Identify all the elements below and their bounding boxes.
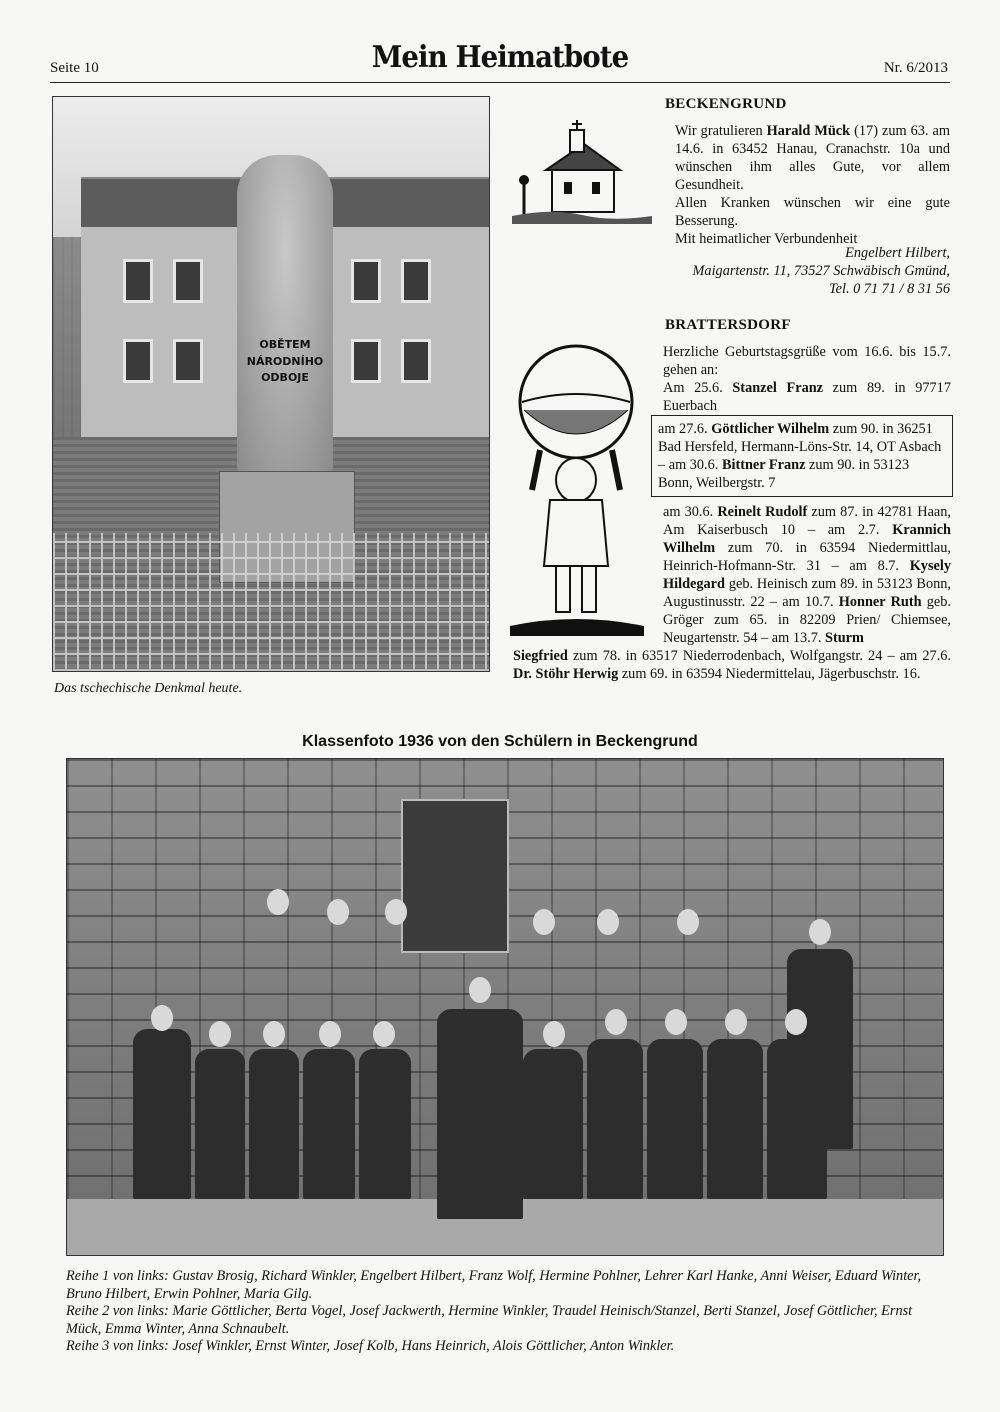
church-illustration bbox=[512, 120, 652, 230]
photo-face bbox=[543, 1021, 565, 1047]
beckengrund-heading: BECKENGRUND bbox=[665, 96, 787, 112]
monument-caption: Das tschechische Denkmal heute. bbox=[54, 681, 243, 696]
caption-row-1: Reihe 1 von links: Gustav Brosig, Richard Winkler, Engelbert Hilbert, Franz Wolf, Hermine Pohlner, Lehrer Karl Hanke, Anni Weiser, Eduard Winter, Bruno Hilbert, Erwin Pohlner, Maria Gilg. bbox=[66, 1268, 922, 1302]
brattersdorf-birthdays-continued: Siegfried zum 78. in 63517 Niederrodenbach, Wolfgangstr. 24 – am 27.6. Dr. Stöhr Herwig zum 69. in 63594 Niedermittelau, Jägerbuschstr. 16. bbox=[513, 648, 951, 682]
photo-face bbox=[677, 909, 699, 935]
celebrant-name: Harald Mück bbox=[766, 123, 851, 139]
photo-face bbox=[263, 1021, 285, 1047]
photo-person bbox=[249, 1049, 299, 1199]
header-divider bbox=[50, 82, 950, 83]
photo-face bbox=[151, 1005, 173, 1031]
photo-person bbox=[787, 949, 853, 1149]
photo-face bbox=[725, 1009, 747, 1035]
photo-window bbox=[173, 259, 203, 303]
beckengrund-text: Wir gratulieren Harald Mück (17) zum 63. am 14.6. in 63452 Hanau, Cranachstr. 10a und wünschen ihm alles Gute, vor allem Gesundheit. Allen Kranken wünschen wir eine gute Besserung. Mit heimatlicher Verbundenheit bbox=[675, 123, 950, 247]
photo-window bbox=[351, 339, 381, 383]
photo-window bbox=[123, 259, 153, 303]
photo-face bbox=[327, 899, 349, 925]
photo-person bbox=[707, 1039, 763, 1199]
memorial-plaque bbox=[401, 799, 509, 953]
monument-photo bbox=[52, 96, 490, 672]
page-number: Seite 10 bbox=[50, 60, 99, 76]
beckengrund-signature: Engelbert Hilbert, Maigartenstr. 11, 73527 Schwäbisch Gmünd, Tel. 0 71 71 / 8 31 56 bbox=[692, 245, 950, 297]
photo-person bbox=[523, 1049, 583, 1199]
photo-face bbox=[319, 1021, 341, 1047]
caption-row-3: Reihe 3 von links: Josef Winkler, Ernst Winter, Josef Kolb, Hans Heinrich, Alois Göttlicher, Anton Winkler. bbox=[66, 1338, 675, 1354]
photo-person bbox=[647, 1039, 703, 1199]
photo-face bbox=[373, 1021, 395, 1047]
monument-stone bbox=[237, 155, 333, 473]
photo-window bbox=[401, 339, 431, 383]
photo-face bbox=[267, 889, 289, 915]
brattersdorf-birthdays: am 30.6. Reinelt Rudolf zum 87. in 42781 Haan, Am Kaiserbusch 10 – am 2.7. Krannich Wilhelm zum 70. in 63594 Niedermittlau, Heinrich-Hofmann-Str. 31 – am 8.7. Kysely Hildegard geb. Heinisch zum 89. in 53123 Bonn, Augustinusstr. 22 – am 10.7. Honner Ruth geb. Gröger zum 65. in 82209 Prien/ Chiemsee, Neugartenstr. 54 – am 13.7. Sturm bbox=[663, 504, 952, 646]
photo-face bbox=[533, 909, 555, 935]
photo-person bbox=[437, 1009, 523, 1219]
photo-window bbox=[123, 339, 153, 383]
photo-window bbox=[351, 259, 381, 303]
photo-face bbox=[809, 919, 831, 945]
photo-face bbox=[209, 1021, 231, 1047]
photo-face bbox=[597, 909, 619, 935]
photo-window bbox=[173, 339, 203, 383]
monument-inscription: OBĚTEM NÁRODNÍHO ODBOJE bbox=[246, 338, 324, 384]
atlas-illustration bbox=[510, 340, 644, 640]
photo-person bbox=[587, 1039, 643, 1199]
photo-face bbox=[605, 1009, 627, 1035]
photo-window bbox=[401, 259, 431, 303]
masthead-logo: Mein Heimatbote bbox=[371, 40, 629, 75]
highlighted-birthday-box: am 27.6. Göttlicher Wilhelm zum 90. in 36251 Bad Hersfeld, Hermann-Löns-Str. 14, OT Asbach – am 30.6. Bittner Franz zum 90. in 53123 Bonn, Weilbergstr. 7 bbox=[651, 415, 953, 497]
brattersdorf-heading: BRATTERSDORF bbox=[665, 317, 791, 333]
class-photo-title: Klassenfoto 1936 von den Schülern in Beckengrund bbox=[302, 733, 698, 750]
photo-fence bbox=[53, 533, 489, 671]
photo-face bbox=[469, 977, 491, 1003]
brattersdorf-intro: Herzliche Geburtstagsgrüße vom 16.6. bis 15.7. gehen an: Am 25.6. Stanzel Franz zum 89. in 97717 Euerbach bbox=[663, 344, 951, 414]
photo-face bbox=[385, 899, 407, 925]
photo-face bbox=[665, 1009, 687, 1035]
caption-row-2: Reihe 2 von links: Marie Göttlicher, Berta Vogel, Josef Jackwerth, Hermine Winkler, Traudel Heinisch/Stanzel, Berti Stanzel, Josef Göttlicher, Ernst Mück, Emma Winter, Anna Schnaubelt. bbox=[66, 1303, 913, 1337]
issue-number: Nr. 6/2013 bbox=[883, 60, 948, 76]
photo-person bbox=[195, 1049, 245, 1199]
class-photo bbox=[66, 758, 944, 1256]
photo-face bbox=[785, 1009, 807, 1035]
photo-person bbox=[133, 1029, 191, 1199]
class-photo-captions bbox=[66, 1268, 946, 1356]
photo-person bbox=[303, 1049, 355, 1199]
photo-person bbox=[359, 1049, 411, 1199]
